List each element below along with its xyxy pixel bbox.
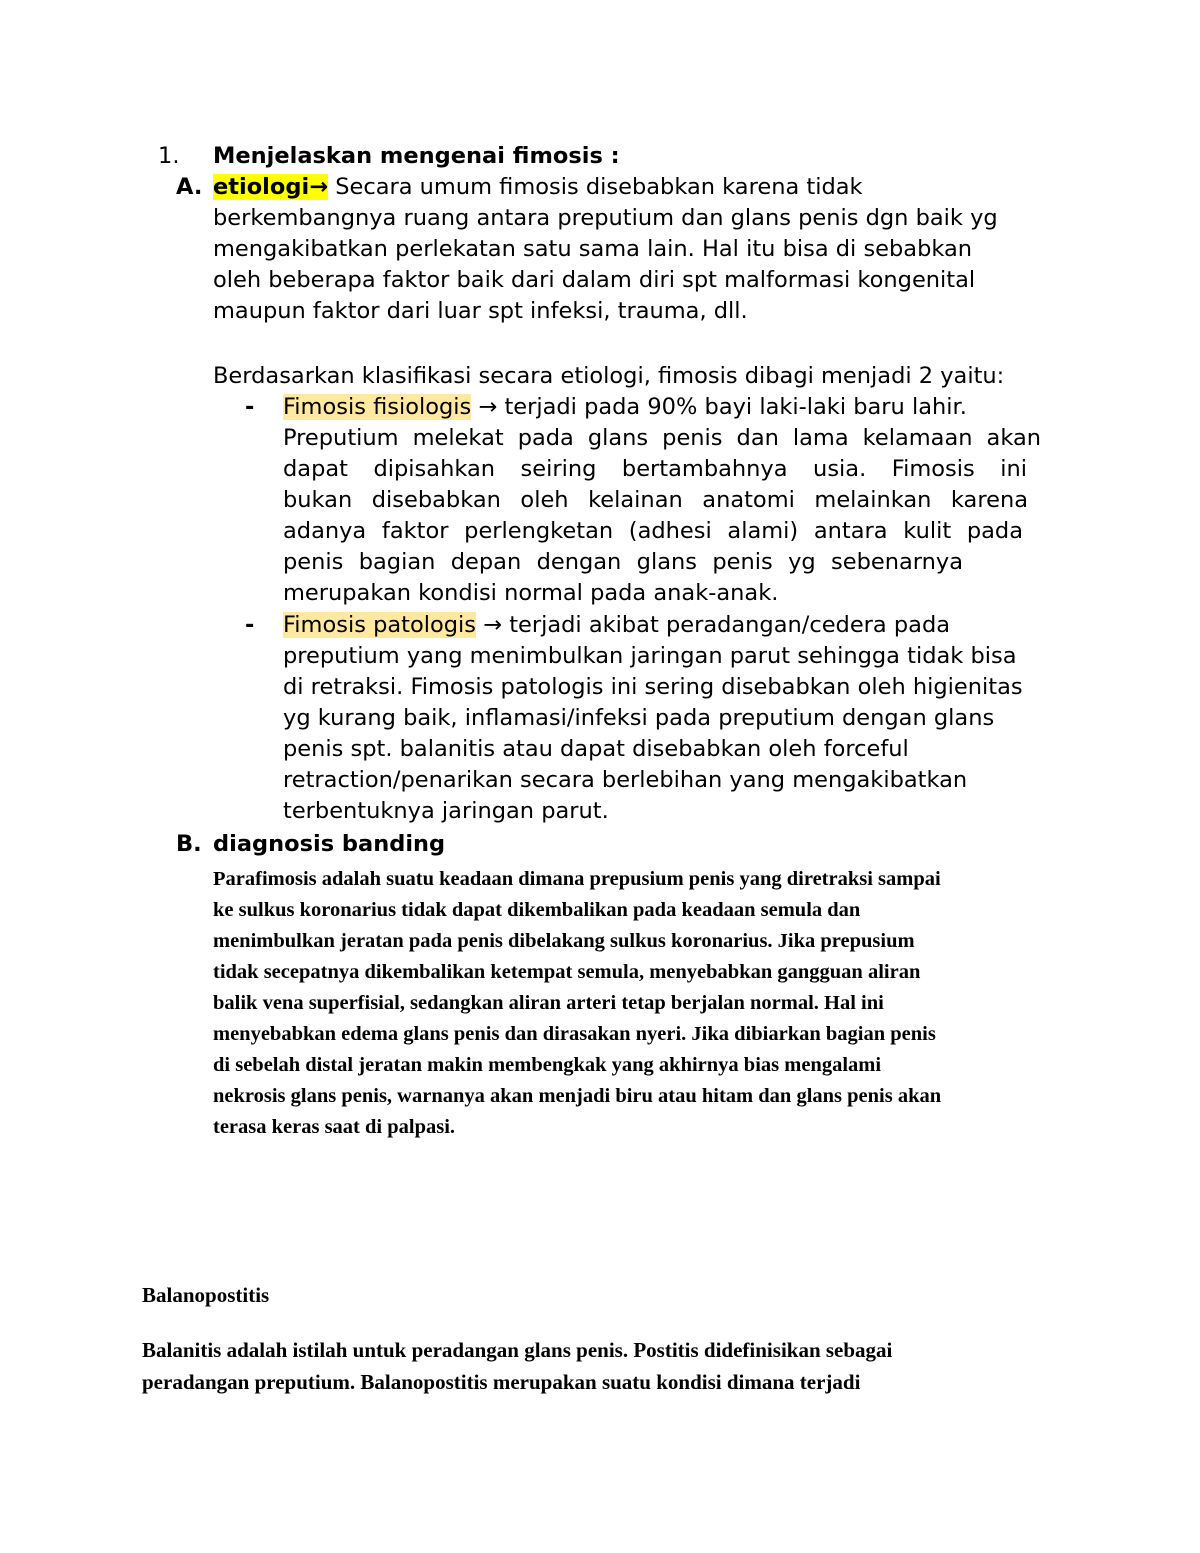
- diagnosis-line: menimbulkan jeratan pada penis dibelakang sulkus koronarius. Jika prepusium: [213, 930, 915, 952]
- bullet-dash: -: [245, 394, 255, 420]
- diagnosis-line: terasa keras saat di palpasi.: [213, 1116, 456, 1138]
- bullet-patologis-first-line: Fimosis patologis → terjadi akibat peradangan/cedera pada: [283, 612, 951, 638]
- bullet-line: terbentuknya jaringan parut.: [283, 798, 609, 824]
- classification-text: Berdasarkan klasifikasi secara etiologi, fimosis dibagi menjadi 2 yaitu:: [213, 363, 1005, 389]
- bullet-dash: -: [245, 612, 255, 638]
- bullet-line: preputium yang menimbulkan jaringan parut sehingga tidak bisa: [283, 643, 1017, 669]
- bullet-fisiologis-first-line: Fimosis fisiologis → terjadi pada 90% bayi laki-laki baru lahir.: [283, 394, 967, 420]
- list-marker-a: A.: [176, 174, 203, 200]
- diagnosis-line: Parafimosis adalah suatu keadaan dimana prepusium penis yang diretraksi sampai: [213, 868, 941, 890]
- bullet-line: di retraksi. Fimosis patologis ini sering disebabkan oleh higienitas: [283, 674, 1023, 700]
- etiologi-line: mengakibatkan perlekatan satu sama lain. Hal itu bisa di sebabkan: [213, 236, 973, 262]
- list-number-1: 1.: [158, 143, 180, 169]
- term-fisiologis: Fimosis fisiologis: [283, 394, 472, 420]
- bullet-line: penis bagian depan dengan glans penis yg sebenarnya: [283, 549, 963, 575]
- bullet-line: penis spt. balanitis atau dapat disebabkan oleh forceful: [283, 736, 909, 762]
- list-marker-b: B.: [176, 831, 202, 857]
- balanopostitis-line: peradangan preputium. Balanopostitis merupakan suatu kondisi dimana terjadi: [142, 1370, 861, 1394]
- bullet-line: merupakan kondisi normal pada anak-anak.: [283, 580, 779, 606]
- balanopostitis-line: Balanitis adalah istilah untuk peradangan glans penis. Postitis didefinisikan sebagai: [142, 1338, 893, 1362]
- etiologi-line: berkembangnya ruang antara preputium dan glans penis dgn baik yg: [213, 205, 998, 231]
- etiologi-first-line: [213, 174, 863, 200]
- diagnosis-banding-title: diagnosis banding: [213, 831, 446, 857]
- etiologi-line: maupun faktor dari luar spt infeksi, trauma, dll.: [213, 298, 748, 324]
- diagnosis-line: tidak secepatnya dikembalikan ketempat semula, menyebabkan gangguan aliran: [213, 961, 921, 983]
- bullet-line: yg kurang baik, inflamasi/infeksi pada preputium dengan glans: [283, 705, 995, 731]
- diagnosis-line: nekrosis glans penis, warnanya akan menjadi biru atau hitam dan glans penis akan: [213, 1085, 942, 1107]
- bullet-line: bukan disebabkan oleh kelainan anatomi melainkan karena: [283, 487, 1028, 513]
- bullet-line: Preputium melekat pada glans penis dan lama kelamaan akan: [283, 425, 1041, 451]
- diagnosis-line: di sebelah distal jeratan makin membengkak yang akhirnya bias mengalami: [213, 1054, 882, 1076]
- diagnosis-line: menyebabkan edema glans penis dan dirasakan nyeri. Jika dibiarkan bagian penis: [213, 1023, 936, 1045]
- diagnosis-line: ke sulkus koronarius tidak dapat dikembalikan pada keadaan semula dan: [213, 899, 861, 921]
- etiologi-label: etiologi→: [213, 174, 329, 200]
- diagnosis-line: balik vena superfisial, sedangkan aliran arteri tetap berjalan normal. Hal ini: [213, 992, 884, 1014]
- balanopostitis-heading: Balanopostitis: [142, 1283, 270, 1307]
- etiologi-line: oleh beberapa faktor baik dari dalam diri spt malformasi kongenital: [213, 267, 976, 293]
- etiologi-text: Secara umum fimosis disebabkan karena tidak: [328, 174, 863, 200]
- section-title: Menjelaskan mengenai fimosis :: [213, 143, 620, 169]
- term-patologis: Fimosis patologis: [283, 612, 477, 638]
- bullet-line: dapat dipisahkan seiring bertambahnya usia. Fimosis ini: [283, 456, 1027, 482]
- bullet-line: adanya faktor perlengketan (adhesi alami) antara kulit pada: [283, 518, 1023, 544]
- bullet-line: retraction/penarikan secara berlebihan yang mengakibatkan: [283, 767, 968, 793]
